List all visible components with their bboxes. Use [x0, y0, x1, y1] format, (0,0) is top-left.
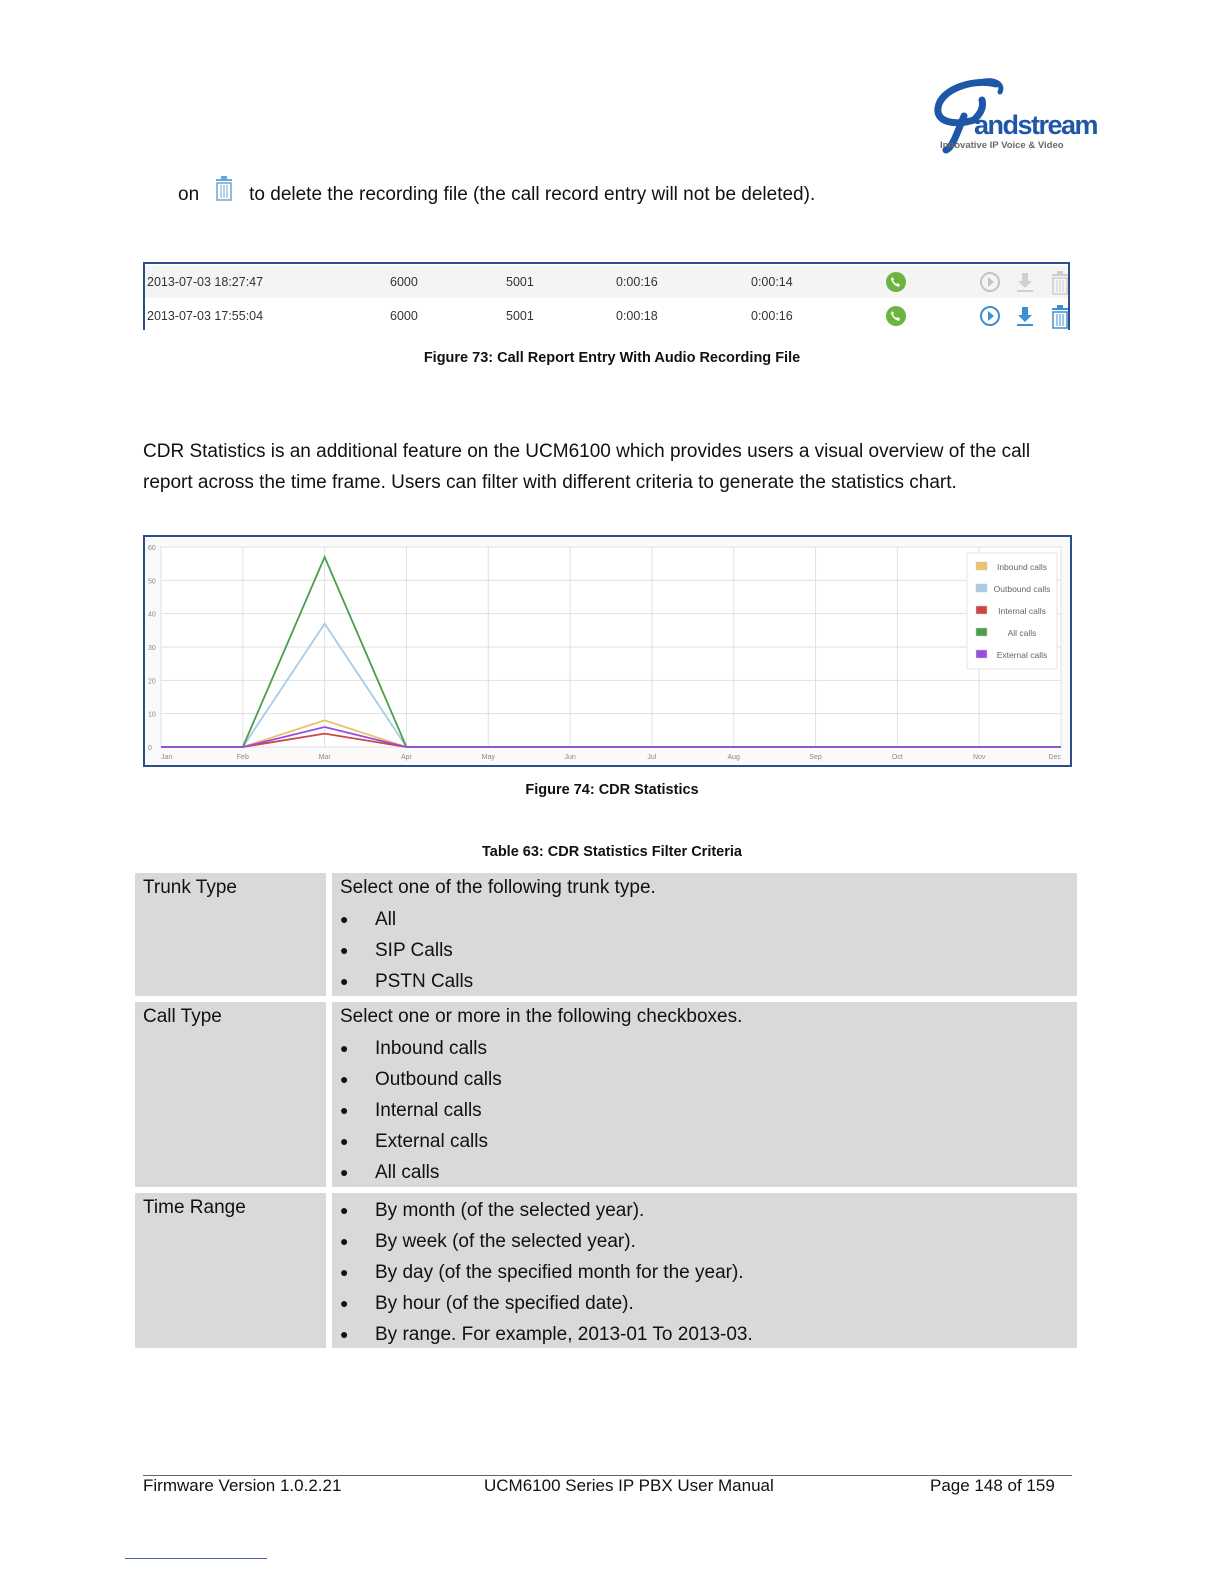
option-list: [332, 1033, 502, 1188]
grandstream-logo: [934, 78, 1098, 154]
row-label: Trunk Type: [143, 877, 237, 898]
callee-number: 5001: [506, 275, 534, 289]
list-item: ● External calls: [340, 1131, 488, 1152]
x-tick-label: Oct: [891, 754, 903, 761]
x-tick-label: Jun: [564, 754, 576, 761]
list-item: ● Internal calls: [340, 1100, 482, 1121]
legend-label: Inbound calls: [996, 562, 1048, 572]
table-row: [145, 266, 1068, 298]
table-row: [145, 300, 1068, 332]
y-tick-label: 0: [148, 745, 152, 752]
y-tick-label: 30: [148, 645, 156, 652]
legend-label: External calls: [996, 650, 1048, 660]
call-time: 2013-07-03 17:55:04: [147, 309, 264, 323]
y-tick-label: 60: [148, 545, 156, 552]
call-status-icon: [885, 271, 907, 293]
call-report-table: [143, 262, 1070, 330]
talk-time: 0:00:14: [751, 275, 793, 289]
call-time: 2013-07-03 18:27:47: [147, 275, 264, 289]
x-tick-label: Dec: [1048, 754, 1061, 761]
row-intro: Select one or more in the following checkboxes.: [340, 1006, 743, 1027]
list-item: ● Inbound calls: [340, 1038, 487, 1059]
legend-swatch: [976, 650, 987, 658]
trash-icon: [213, 176, 235, 202]
legend-label: All calls: [1007, 628, 1037, 638]
legend-label: Outbound calls: [993, 584, 1051, 594]
call-status-icon: [885, 305, 907, 327]
footer-manual-title: UCM6100 Series IP PBX User Manual: [484, 1476, 774, 1495]
caller-number: 6000: [390, 275, 418, 289]
intro-prefix: on: [178, 184, 200, 205]
intro-line: [178, 182, 815, 208]
x-tick-label: Nov: [972, 754, 986, 761]
cdr-statistics-chart: [143, 535, 1072, 767]
trash-icon[interactable]: [1049, 271, 1071, 295]
x-tick-label: Aug: [727, 754, 740, 761]
download-icon[interactable]: [1014, 271, 1036, 293]
list-item: ● PSTN Calls: [340, 971, 474, 992]
list-item: ● By week (of the selected year).: [340, 1231, 636, 1252]
call-duration: 0:00:18: [616, 309, 658, 323]
cdr-statistics-paragraph: CDR Statistics is an additional feature on the UCM6100 which provides users a visual overview of the call report across the time frame. Users can filter with different criteria to generate the statistics chart.: [143, 441, 1031, 493]
callee-number: 5001: [506, 309, 534, 323]
figure-74-caption: Figure 74: CDR Statistics: [525, 782, 699, 798]
x-tick-label: Jan: [161, 754, 173, 761]
option-list: [332, 1195, 753, 1350]
table-row-time-range: [135, 1193, 1077, 1348]
row-label: Call Type: [143, 1006, 222, 1027]
list-item: ● By hour (of the specified date).: [340, 1293, 634, 1314]
legend-swatch: [976, 562, 987, 570]
caller-number: 6000: [390, 309, 418, 323]
list-item: ● By day (of the specified month for the year).: [340, 1262, 744, 1283]
row-intro: Select one of the following trunk type.: [340, 877, 656, 898]
y-tick-label: 10: [148, 711, 156, 719]
x-tick-label: Jul: [647, 754, 657, 761]
trash-icon[interactable]: [1049, 305, 1071, 329]
y-tick-label: 40: [148, 611, 156, 619]
table-row-call-type: [135, 1002, 1077, 1187]
legend-swatch: [976, 628, 987, 636]
footer-page-number: Page 148 of 159: [930, 1476, 1055, 1495]
y-tick-label: 20: [148, 678, 156, 686]
play-icon[interactable]: [979, 305, 1001, 327]
list-item: ● By month (of the selected year).: [340, 1200, 645, 1221]
legend-swatch: [976, 606, 987, 614]
intro-suffix: to delete the recording file (the call record entry will not be deleted).: [249, 184, 816, 205]
cdr-chart-svg: [145, 537, 1070, 765]
x-tick-label: Feb: [236, 754, 249, 761]
x-tick-label: May: [481, 754, 495, 761]
option-list: [332, 904, 473, 997]
footer-firmware: Firmware Version 1.0.2.21: [143, 1476, 342, 1495]
x-tick-label: Sep: [809, 754, 822, 761]
call-duration: 0:00:16: [616, 275, 658, 289]
download-icon[interactable]: [1014, 305, 1036, 327]
list-item: ● All: [340, 909, 397, 930]
footnote-divider: [125, 1558, 267, 1559]
x-tick-label: Mar: [318, 754, 331, 761]
list-item: ● Outbound calls: [340, 1069, 502, 1090]
table-63-caption: Table 63: CDR Statistics Filter Criteria: [481, 844, 742, 860]
logo-wordmark: andstream: [974, 110, 1098, 140]
legend-swatch: [976, 584, 987, 592]
legend-label: Internal calls: [998, 606, 1046, 616]
list-item: ● By range. For example, 2013-01 To 2013-03.: [340, 1324, 753, 1345]
table-row-trunk-type: [135, 873, 1077, 996]
figure-73-caption: Figure 73: Call Report Entry With Audio Recording File: [423, 350, 801, 366]
row-label: Time Range: [143, 1197, 246, 1218]
y-tick-label: 50: [148, 578, 156, 586]
list-item: ● All calls: [340, 1162, 440, 1183]
logo-tagline: Innovative IP Voice & Video: [940, 140, 1064, 151]
play-icon[interactable]: [979, 271, 1001, 293]
x-tick-label: Apr: [401, 754, 412, 761]
talk-time: 0:00:16: [751, 309, 793, 323]
list-item: ● SIP Calls: [340, 940, 453, 961]
